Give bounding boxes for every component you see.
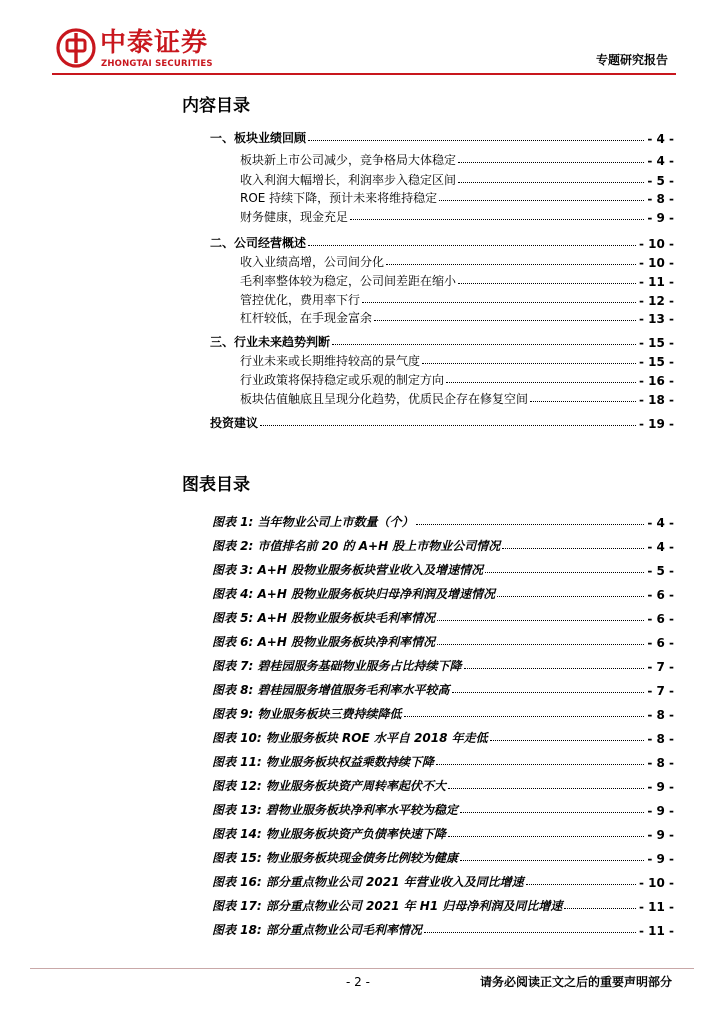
- page-number: - 2 -: [346, 975, 370, 989]
- zhongtai-logo-icon: [56, 28, 96, 68]
- figure-entry[interactable]: 图表 6: A+H 股物业服务板块净利率情况 - 6 -: [212, 635, 674, 650]
- brand-name-cn: 中泰证券: [100, 28, 209, 58]
- page-header: [0, 0, 724, 78]
- figure-entry[interactable]: 图表 13: 碧物业服务板块净利率水平较为稳定 - 9 -: [212, 803, 674, 818]
- toc-entry[interactable]: ROE 持续下降，预计未来将维持稳定 - 8 -: [240, 191, 674, 206]
- toc-entry[interactable]: 收入业绩高增，公司间分化 - 10 -: [240, 255, 674, 270]
- figure-entry[interactable]: 图表 3: A+H 股物业服务板块营业收入及增速情况 - 5 -: [212, 563, 674, 578]
- toc-entry[interactable]: 板块估值触底且呈现分化趋势，优质民企存在修复空间 - 18 -: [240, 392, 674, 407]
- disclaimer-text: 请务必阅读正文之后的重要声明部分: [479, 975, 672, 989]
- figure-entry[interactable]: 图表 5: A+H 股物业服务板块毛利率情况 - 6 -: [212, 611, 674, 626]
- figure-entry[interactable]: 图表 4: A+H 股物业服务板块归母净利润及增速情况 - 6 -: [212, 587, 674, 602]
- toc-entry[interactable]: 行业未来或长期维持较高的景气度 - 15 -: [240, 354, 674, 369]
- figure-entry[interactable]: 图表 18: 部分重点物业公司毛利率情况 - 11 -: [212, 923, 674, 938]
- toc-entry[interactable]: 财务健康，现金充足 - 9 -: [240, 210, 674, 225]
- figure-entry[interactable]: 图表 7: 碧桂园服务基础物业服务占比持续下降 - 7 -: [212, 659, 674, 674]
- footer-divider: [30, 968, 694, 969]
- figure-entry[interactable]: 图表 14: 物业服务板块资产负债率快速下降 - 9 -: [212, 827, 674, 842]
- toc-entry[interactable]: 杠杆较低，在手现金富余 - 13 -: [240, 311, 674, 326]
- figure-entry[interactable]: 图表 2: 市值排名前 20 的 A+H 股上市物业公司情况 - 4 -: [212, 539, 674, 554]
- header-divider: [52, 73, 676, 75]
- figure-entry[interactable]: 图表 17: 部分重点物业公司 2021 年 H1 归母净利润及同比增速 - 11 -: [212, 899, 674, 914]
- figure-entry[interactable]: 图表 15: 物业服务板块现金债务比例较为健康 - 9 -: [212, 851, 674, 866]
- brand-name-en: ZHONGTAI SECURITIES: [101, 59, 213, 69]
- report-type-label: 专题研究报告: [595, 53, 668, 67]
- toc-entry[interactable]: 二、公司经营概述 - 10 -: [210, 236, 674, 251]
- toc-entry[interactable]: 三、行业未来趋势判断 - 15 -: [210, 335, 674, 350]
- figure-entry[interactable]: 图表 1: 当年物业公司上市数量（个） - 4 -: [212, 515, 674, 530]
- figure-entry[interactable]: 图表 16: 部分重点物业公司 2021 年营业收入及同比增速 - 10 -: [212, 875, 674, 890]
- toc-entry[interactable]: 管控优化，费用率下行 - 12 -: [240, 293, 674, 308]
- toc-entry[interactable]: 板块新上市公司减少，竞争格局大体稳定 - 4 -: [240, 153, 674, 168]
- figure-entry[interactable]: 图表 10: 物业服务板块 ROE 水平自 2018 年走低 - 8 -: [212, 731, 674, 746]
- toc-entry[interactable]: 投资建议 - 19 -: [210, 416, 674, 431]
- toc-entry[interactable]: 一、板块业绩回顾 - 4 -: [210, 131, 674, 146]
- figure-entry[interactable]: 图表 12: 物业服务板块资产周转率起伏不大 - 9 -: [212, 779, 674, 794]
- figure-entry[interactable]: 图表 8: 碧桂园服务增值服务毛利率水平较高 - 7 -: [212, 683, 674, 698]
- figure-entry[interactable]: 图表 11: 物业服务板块权益乘数持续下降 - 8 -: [212, 755, 674, 770]
- figure-entry[interactable]: 图表 9: 物业服务板块三费持续降低 - 8 -: [212, 707, 674, 722]
- toc-entry[interactable]: 收入利润大幅增长，利润率步入稳定区间 - 5 -: [240, 173, 674, 188]
- toc-entry[interactable]: 毛利率整体较为稳定，公司间差距在缩小 - 11 -: [240, 274, 674, 289]
- toc-entry[interactable]: 行业政策将保持稳定或乐观的制定方向 - 16 -: [240, 373, 674, 388]
- toc-title: 内容目录: [182, 96, 250, 116]
- figures-title: 图表目录: [182, 475, 250, 495]
